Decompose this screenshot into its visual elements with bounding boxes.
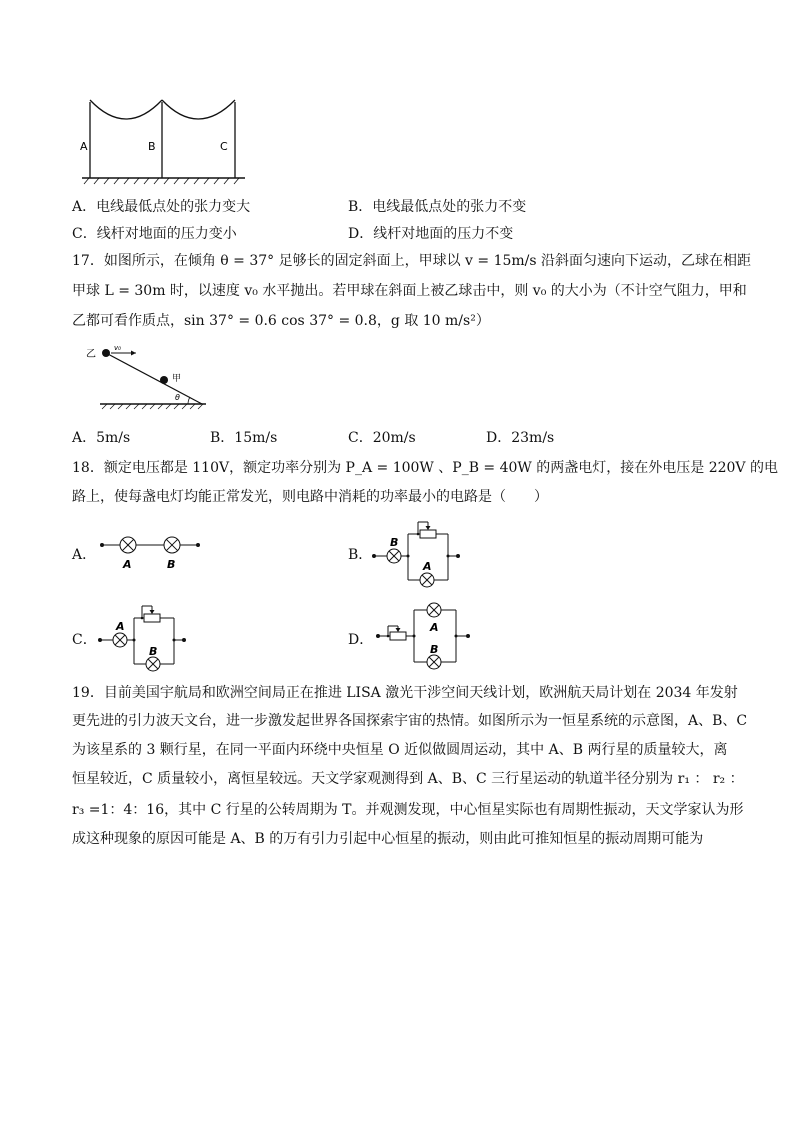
q16-option-a: A．电线最低点处的张力变大 [72, 199, 251, 215]
lamp-a-label: A [423, 560, 432, 573]
pole-label-b: B [148, 140, 156, 153]
ball-jia-label: 甲 [172, 374, 182, 384]
q18-option-a-letter: A． [72, 547, 97, 563]
circuit-c [96, 600, 192, 672]
q16-option-d: D．线杆对地面的压力不变 [348, 226, 514, 242]
pole-label-c: C [220, 140, 228, 153]
lamp-b-label: B [430, 643, 439, 656]
q19-stem-line1: 19．目前美国宇航局和欧洲空间局正在推进 LISA 激光干涉空间天线计划，欧洲航天局计划在 2034 年发射 [72, 685, 738, 701]
q18-stem-line2: 路上，使每盏电灯均能正常发光，则电路中消耗的功率最小的电路是（ ） [72, 489, 548, 505]
q19-stem-line4: 恒星较近，C 质量较小，离恒星较远。天文学家观测得到 A、B、C 三行星运动的轨道半径分别为 r₁ ： r₂ ： [72, 771, 744, 787]
circuit-a [98, 530, 210, 574]
pole-label-a: A [80, 140, 88, 153]
q19-stem-line6: 成这种现象的原因可能是 A、B 的万有引力引起中心恒星的振动，则由此可推知恒星的振动周期可能为 [72, 831, 704, 847]
q19-stem-line2: 更先进的引力波天文台，进一步激发起世界各国探索宇宙的热情。如图所示为一恒星系统的示意图，A、B、C [72, 713, 748, 729]
q19-stem-line5: r₃ =1：4：16，其中 C 行星的公转周期为 T。并观测发现，中心恒星实际也有周期性振动，天文学家认为形 [72, 802, 744, 818]
power-line-diagram [80, 92, 250, 188]
q17-option-c: C．20m/s [348, 430, 416, 446]
q17-option-b: B．15m/s [210, 430, 278, 446]
lamp-b-label: B [167, 558, 176, 571]
lamp-b-label: B [390, 536, 399, 549]
lamp-b-label: B [149, 645, 158, 658]
lamp-a-label: A [116, 620, 125, 633]
lamp-a-label: A [123, 558, 132, 571]
q17-option-a: A．5m/s [72, 430, 131, 446]
q18-option-c-letter: C． [72, 632, 97, 648]
q16-option-b: B．电线最低点处的张力不变 [348, 199, 527, 215]
circuit-b [370, 516, 466, 588]
circuit-d [374, 600, 474, 672]
q17-stem-line1: 17．如图所示，在倾角 θ = 37° 足够长的固定斜面上，甲球以 v = 15m/s 沿斜面匀速向下运动，乙球在相距 [72, 253, 752, 269]
q18-stem-line1: 18．额定电压都是 110V，额定功率分别为 P_A = 100W 、P_B = 40W 的两盏电灯，接在外电压是 220V 的电 [72, 460, 778, 476]
q17-option-d: D．23m/s [486, 430, 555, 446]
angle-theta-label: θ [175, 393, 180, 402]
q18-option-d-letter: D． [348, 632, 374, 648]
q16-option-c: C．线杆对地面的压力变小 [72, 226, 237, 242]
velocity-v0-label: v₀ [114, 344, 121, 352]
lamp-a-label: A [430, 621, 439, 634]
q17-stem-line2: 甲球 L = 30m 时，以速度 v₀ 水平抛出。若甲球在斜面上被乙球击中，则 v₀ 的大小为（不计空气阻力，甲和 [72, 283, 747, 299]
incline-diagram [84, 342, 210, 412]
q18-option-b-letter: B． [348, 547, 373, 563]
q17-stem-line3: 乙都可看作质点，sin 37° = 0.6 cos 37° = 0.8，g 取 10 m/s²） [72, 313, 490, 329]
q19-stem-line3: 为该星系的 3 颗行星，在同一平面内环绕中央恒星 O 近似做圆周运动，其中 A、B 两行星的质量较大，离 [72, 742, 728, 758]
ball-yi-label: 乙 [86, 349, 96, 360]
